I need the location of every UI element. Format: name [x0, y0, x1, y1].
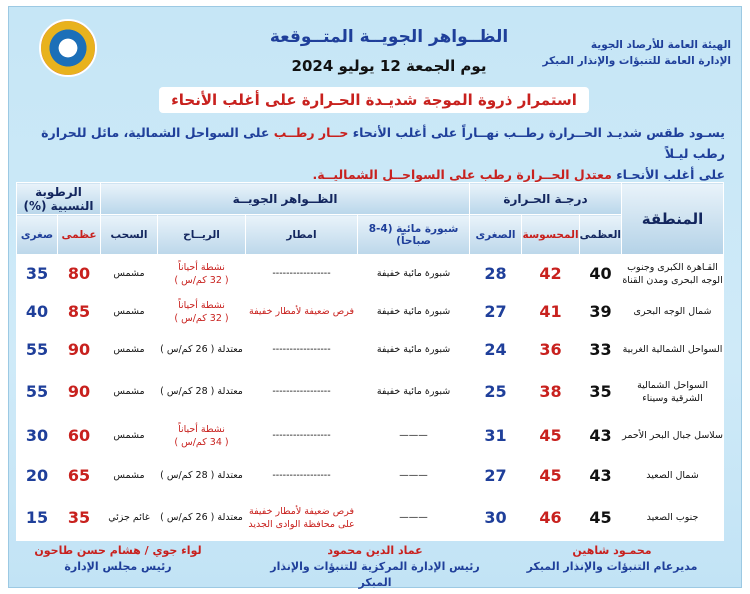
min-temp-header: الصغرى	[470, 215, 522, 255]
table-row	[17, 495, 724, 541]
region-header: المنطقة	[622, 183, 724, 255]
max-temp-cell: 43	[580, 457, 622, 495]
feels-like-cell: 41	[522, 293, 580, 331]
temperature-group-header: درجـة الحـرارة	[470, 183, 622, 215]
wind-cell	[158, 415, 246, 457]
humidity-max-cell: 80	[58, 255, 101, 293]
wind-cell: معتدلة ( 28 كم/س )	[158, 369, 246, 415]
humidity-min-cell: 35	[17, 255, 58, 293]
wind-speed: ( 32 كم/س )	[174, 312, 229, 324]
summary-part-3: على السواحل الشمالية، مائل للحرارة رطب ليـلاً	[41, 125, 725, 161]
wind-cell	[158, 293, 246, 331]
region-cell: جنوب الصعيد	[622, 495, 724, 541]
region-cell: السواحل الشمالية الشرقية وسيناء	[622, 369, 724, 415]
rain-cell: -----------------	[246, 331, 358, 369]
fog-cell: شبورة مائية خفيفة	[358, 255, 470, 293]
summary-part-1: يسـود طقس شديـد الحــرارة رطــب نهــاراً على أغلب الأنحاء	[352, 125, 725, 140]
signature-name: لواء جوي / هشام حسن طاحون	[34, 544, 202, 557]
rain-cell: -----------------	[246, 255, 358, 293]
humidity-min-cell: 15	[17, 495, 58, 541]
humidity-min-cell: 40	[17, 293, 58, 331]
min-temp-cell: 24	[470, 331, 522, 369]
signature-chairman	[18, 543, 218, 575]
feels-like-cell: 36	[522, 331, 580, 369]
forecast-date: يوم الجمعة 12 يوليو 2024	[291, 57, 487, 75]
humidity-min-cell: 20	[17, 457, 58, 495]
summary-part-5: معتدل الحــرارة رطب على السواحــل الشماليــة.	[312, 167, 612, 182]
signature-central-head	[255, 543, 495, 591]
headline-banner: استمرار ذروة الموجة شديـدة الحـرارة على أغلب الأنحاء	[159, 87, 589, 113]
humidity-group-header: الرطوبة النسبية (%)	[17, 183, 101, 215]
max-temp-cell: 45	[580, 495, 622, 541]
fog-cell: شبورة مائية خفيفة	[358, 331, 470, 369]
table-row	[17, 293, 724, 331]
rain-header: امطار	[246, 215, 358, 255]
wind-cell	[158, 255, 246, 293]
feels-like-cell: 45	[522, 415, 580, 457]
min-temp-cell: 27	[470, 457, 522, 495]
fog-cell: ———	[358, 457, 470, 495]
wind-header: الريــاح	[158, 215, 246, 255]
signature-forecast-director	[492, 543, 732, 575]
region-cell: شمال الصعيد	[622, 457, 724, 495]
page-title: الظــواهر الجويــة المتــوقعة	[269, 27, 509, 47]
rain-cell: -----------------	[246, 369, 358, 415]
max-temp-cell: 40	[580, 255, 622, 293]
wind-cell: معتدلة ( 28 كم/س )	[158, 457, 246, 495]
forecast-summary	[29, 122, 725, 185]
rain-cell: فرص ضعيفة لأمطار خفيفة	[246, 293, 358, 331]
wind-speed: ( 34 كم/س )	[174, 436, 229, 448]
fog-cell: ———	[358, 495, 470, 541]
max-temp-header: العظمى	[580, 215, 622, 255]
humidity-max-cell: 35	[58, 495, 101, 541]
signature-name: محمـود شاهين	[572, 544, 652, 557]
humidity-max-cell: 65	[58, 457, 101, 495]
fog-cell: شبورة مائية خفيفة	[358, 293, 470, 331]
wind-desc: نشطة أحياناً	[178, 299, 225, 311]
summary-part-2: حــار رطــب	[273, 125, 349, 140]
rain-cell: فرص ضعيفة لأمطار خفيفة على محافظة الوادى الجديد	[246, 495, 358, 541]
cloud-cell: مشمس	[101, 457, 158, 495]
humidity-min-header: صغرى	[17, 215, 58, 255]
humidity-max-cell: 85	[58, 293, 101, 331]
humidity-max-cell: 60	[58, 415, 101, 457]
min-temp-cell: 28	[470, 255, 522, 293]
feels-like-header: المحسوسة	[522, 215, 580, 255]
cloud-cell: مشمس	[101, 255, 158, 293]
cloud-cell: مشمس	[101, 293, 158, 331]
fog-header: شبورة مائية (4-8 صباحاً)	[358, 215, 470, 255]
min-temp-cell: 27	[470, 293, 522, 331]
summary-part-4: على أغلب الأنحـاء	[616, 167, 725, 182]
cloud-cell: مشمس	[101, 331, 158, 369]
fog-cell: شبورة مائية خفيفة	[358, 369, 470, 415]
feels-like-cell: 45	[522, 457, 580, 495]
table-row	[17, 457, 724, 495]
cloud-header: السحب	[101, 215, 158, 255]
min-temp-cell: 31	[470, 415, 522, 457]
region-cell: السواحل الشمالية الغربية	[622, 331, 724, 369]
weather-group-header: الظــواهر الجويــة	[101, 183, 470, 215]
max-temp-cell: 43	[580, 415, 622, 457]
signature-name: عماد الدين محمود	[327, 544, 423, 557]
wind-cell: معتدلة ( 26 كم/س )	[158, 495, 246, 541]
cloud-cell: غائم جزئي	[101, 495, 158, 541]
min-temp-cell: 25	[470, 369, 522, 415]
forecast-table	[16, 182, 724, 541]
feels-like-cell: 42	[522, 255, 580, 293]
humidity-max-cell: 90	[58, 369, 101, 415]
table-row	[17, 369, 724, 415]
feels-like-cell: 46	[522, 495, 580, 541]
rain-cell: -----------------	[246, 457, 358, 495]
wind-desc: نشطة أحياناً	[178, 261, 225, 273]
rain-cell: -----------------	[246, 415, 358, 457]
max-temp-cell: 39	[580, 293, 622, 331]
min-temp-cell: 30	[470, 495, 522, 541]
org-line-2: الإدارة العامة للتنبؤات والإنذار المبكر	[542, 55, 731, 67]
signature-role: رئيس مجلس الإدارة	[64, 560, 172, 573]
signature-role: مديرعام التنبؤات والإنذار المبكر	[526, 560, 698, 573]
organization-name	[541, 37, 731, 69]
humidity-max-cell: 90	[58, 331, 101, 369]
cloud-cell: مشمس	[101, 415, 158, 457]
region-cell: شمال الوجه البحرى	[622, 293, 724, 331]
cloud-cell: مشمس	[101, 369, 158, 415]
max-temp-cell: 33	[580, 331, 622, 369]
logo-text: EMA	[59, 44, 77, 52]
region-cell: القـاهرة الكبرى وجنوب الوجه البحرى ومدن القناة	[622, 255, 724, 293]
table-row	[17, 331, 724, 369]
feels-like-cell: 38	[522, 369, 580, 415]
max-temp-cell: 35	[580, 369, 622, 415]
wind-desc: نشطة أحياناً	[178, 423, 225, 435]
humidity-min-cell: 55	[17, 331, 58, 369]
table-row	[17, 255, 724, 293]
table-row	[17, 415, 724, 457]
wind-cell: معتدلة ( 26 كم/س )	[158, 331, 246, 369]
humidity-min-cell: 55	[17, 369, 58, 415]
org-line-1: الهيئة العامة للأرصاد الجوية	[590, 39, 731, 51]
fog-cell: ———	[358, 415, 470, 457]
signature-role: رئيس الإدارة المركزية للتنبؤات والإنذار المبكر	[270, 560, 480, 589]
region-cell: سلاسل جبال البحر الأحمر	[622, 415, 724, 457]
humidity-max-header: عظمى	[58, 215, 101, 255]
humidity-min-cell: 30	[17, 415, 58, 457]
ema-logo	[39, 19, 97, 77]
wind-speed: ( 32 كم/س )	[174, 274, 229, 286]
